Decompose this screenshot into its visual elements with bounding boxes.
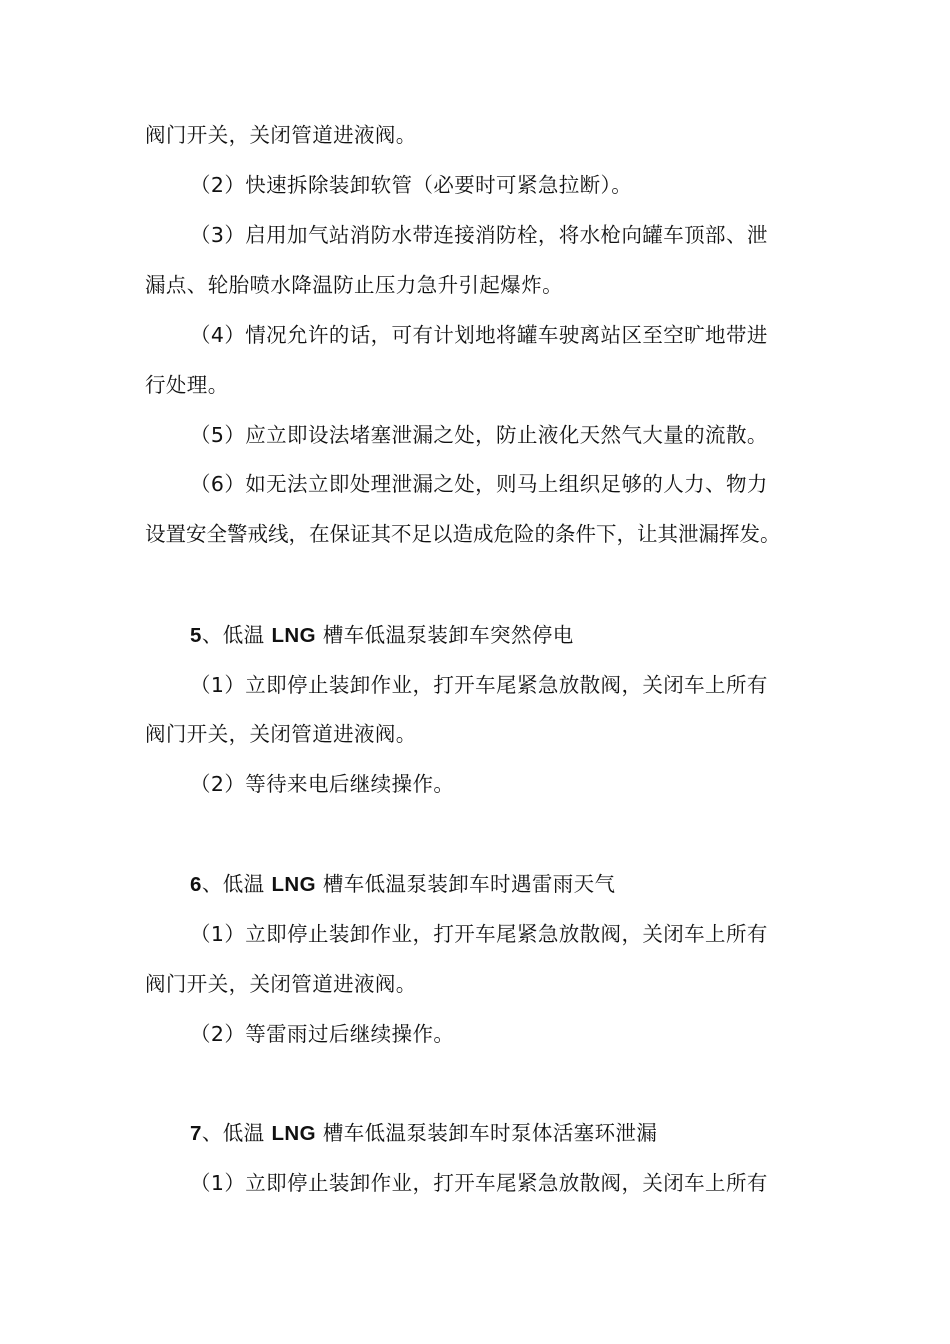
paragraph-line: （4）情况允许的话，可有计划地将罐车驶离站区至空旷地带进 (190, 323, 768, 347)
paragraph-line: 阀门开关，关闭管道进液阀。 (145, 722, 417, 746)
heading-text: 、低温 (201, 1121, 272, 1145)
heading-lng: LNG (271, 624, 316, 647)
paragraph-line: （1）立即停止装卸作业，打开车尾紧急放散阀，关闭车上所有 (190, 673, 768, 697)
paragraph-line: （2）等雷雨过后继续操作。 (190, 1022, 455, 1046)
paragraph-line: 阀门开关，关闭管道进液阀。 (145, 123, 417, 147)
heading-text: 槽车低温泵装卸车时泵体活塞环泄漏 (315, 1121, 658, 1145)
paragraph-line: （3）启用加气站消防水带连接消防栓，将水枪向罐车顶部、泄 (190, 223, 768, 247)
paragraph-line: （1）立即停止装卸作业，打开车尾紧急放散阀，关闭车上所有 (190, 1171, 768, 1195)
section-heading-5 (190, 621, 574, 650)
paragraph-line: （6）如无法立即处理泄漏之处，则马上组织足够的人力、物力 (190, 472, 768, 496)
paragraph-line: 阀门开关，关闭管道进液阀。 (145, 972, 417, 996)
paragraph-line: 设置安全警戒线，在保证其不足以造成危险的条件下，让其泄漏挥发。 (145, 522, 781, 546)
heading-text: 槽车低温泵装卸车时遇雷雨天气 (315, 872, 616, 896)
section-heading-6 (190, 870, 615, 899)
heading-lng: LNG (271, 873, 316, 896)
paragraph-line: 漏点、轮胎喷水降温防止压力急升引起爆炸。 (145, 273, 563, 297)
heading-text: 、低温 (201, 872, 272, 896)
paragraph-line: （1）立即停止装卸作业，打开车尾紧急放散阀，关闭车上所有 (190, 922, 768, 946)
heading-text: 、低温 (201, 623, 272, 647)
heading-text: 槽车低温泵装卸车突然停电 (315, 623, 574, 647)
paragraph-line: （5）应立即设法堵塞泄漏之处，防止液化天然气大量的流散。 (190, 423, 768, 447)
paragraph-line: （2）快速拆除装卸软管（必要时可紧急拉断）。 (190, 173, 633, 197)
heading-number: 7 (190, 1122, 202, 1145)
heading-number: 5 (190, 624, 202, 647)
section-heading-7 (190, 1119, 657, 1148)
paragraph-line: 行处理。 (145, 373, 229, 397)
paragraph-line: （2）等待来电后继续操作。 (190, 772, 455, 796)
heading-number: 6 (190, 873, 202, 896)
heading-lng: LNG (271, 1122, 316, 1145)
